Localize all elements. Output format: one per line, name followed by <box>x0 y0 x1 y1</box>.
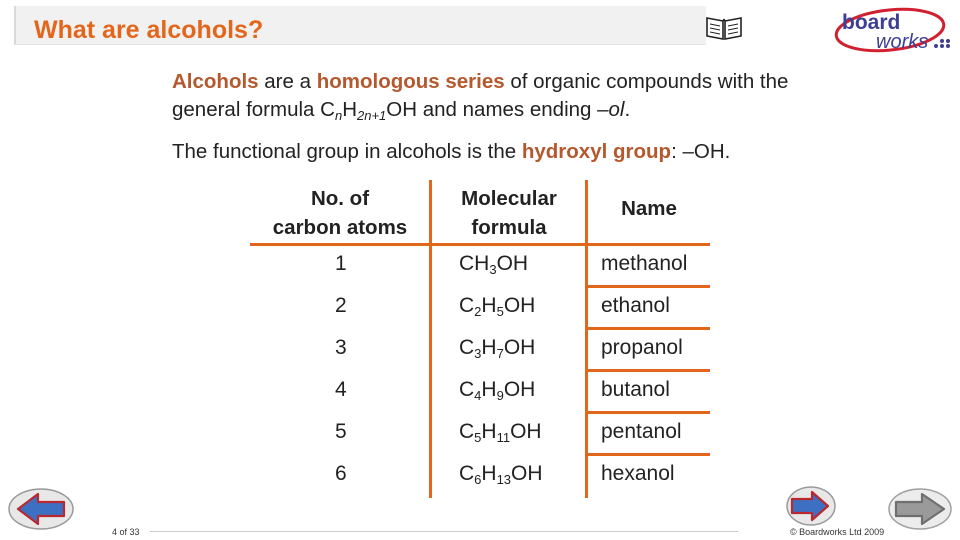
cell-molecular-formula: $C_5H_{11}OH$ <box>459 420 542 445</box>
table-divider <box>429 180 432 498</box>
formula-subscript: 2n+1 <box>357 108 387 123</box>
cell-alcohol-name: methanol <box>601 252 688 275</box>
cell-carbon-count: 1 <box>335 252 347 275</box>
cell-alcohol-name: propanol <box>601 336 683 359</box>
footer-divider <box>150 531 738 532</box>
cell-alcohol-name: ethanol <box>601 294 670 317</box>
logo-word-board: board <box>842 11 901 34</box>
header-line: No. of <box>310 187 370 210</box>
header-line: formula <box>471 216 547 239</box>
table-row-rule <box>585 411 710 414</box>
cell-alcohol-name: pentanol <box>601 420 682 443</box>
table-row-rule <box>585 453 710 456</box>
text-span: . <box>624 98 631 121</box>
text-span: of organic compounds with the general formula C <box>172 70 789 121</box>
copyright-notice: © Boardworks Ltd 2009 <box>790 527 885 537</box>
text-span: are a <box>258 70 317 93</box>
table-row-rule <box>585 327 710 330</box>
header-name <box>590 194 708 223</box>
text-span: H <box>342 98 357 121</box>
table-row-rule <box>585 285 710 288</box>
book-icon[interactable] <box>704 12 744 47</box>
header-line: carbon atoms <box>272 216 408 239</box>
functional-group-paragraph <box>172 138 852 166</box>
forward-button[interactable] <box>784 484 838 533</box>
forward-arrow-icon[interactable] <box>784 484 838 528</box>
forward-arrow-disabled-icon[interactable] <box>886 486 954 532</box>
term-hydroxyl-group: hydroxyl group <box>521 140 672 163</box>
header-line: Name <box>621 197 677 220</box>
text-span: : –OH. <box>671 140 731 163</box>
cell-carbon-count: 6 <box>335 462 347 485</box>
cell-molecular-formula: $CH_3OH$ <box>459 252 529 277</box>
term-alcohols: Alcohols <box>172 70 259 93</box>
table-header-rule <box>250 243 710 246</box>
intro-text <box>172 68 852 166</box>
term-homologous-series: homologous series <box>316 70 505 93</box>
back-button[interactable] <box>6 486 76 537</box>
text-span: The functional group in alcohols is the <box>172 140 522 163</box>
cell-alcohol-name: butanol <box>601 378 670 401</box>
suffix-ol: –ol <box>597 98 625 121</box>
cell-carbon-count: 4 <box>335 378 347 401</box>
forward-button-disabled[interactable] <box>886 486 954 537</box>
cell-carbon-count: 5 <box>335 420 347 443</box>
text-span: OH and names ending <box>386 98 598 121</box>
header-line: Molecular <box>461 187 557 210</box>
table-row-rule <box>585 369 710 372</box>
header-molecular-formula <box>432 184 586 242</box>
title-bar <box>14 6 706 45</box>
definition-paragraph <box>172 68 852 124</box>
formula-subscript: n <box>334 108 343 123</box>
cell-molecular-formula: $C_2H_5OH$ <box>459 294 536 319</box>
table-divider <box>585 180 588 498</box>
logo-word-works: works <box>876 31 929 53</box>
cell-molecular-formula: $C_4H_9OH$ <box>459 378 536 403</box>
back-arrow-icon[interactable] <box>6 486 76 532</box>
cell-carbon-count: 2 <box>335 294 347 317</box>
cell-molecular-formula: $C_6H_{13}OH$ <box>459 462 543 487</box>
cell-alcohol-name: hexanol <box>601 462 675 485</box>
header-carbon-atoms <box>248 184 432 242</box>
boardworks-logo <box>832 5 956 60</box>
slide-title: What are alcohols? <box>34 16 264 44</box>
cell-molecular-formula: $C_3H_7OH$ <box>459 336 536 361</box>
cell-carbon-count: 3 <box>335 336 347 359</box>
page-number: 4 of 33 <box>112 527 140 537</box>
